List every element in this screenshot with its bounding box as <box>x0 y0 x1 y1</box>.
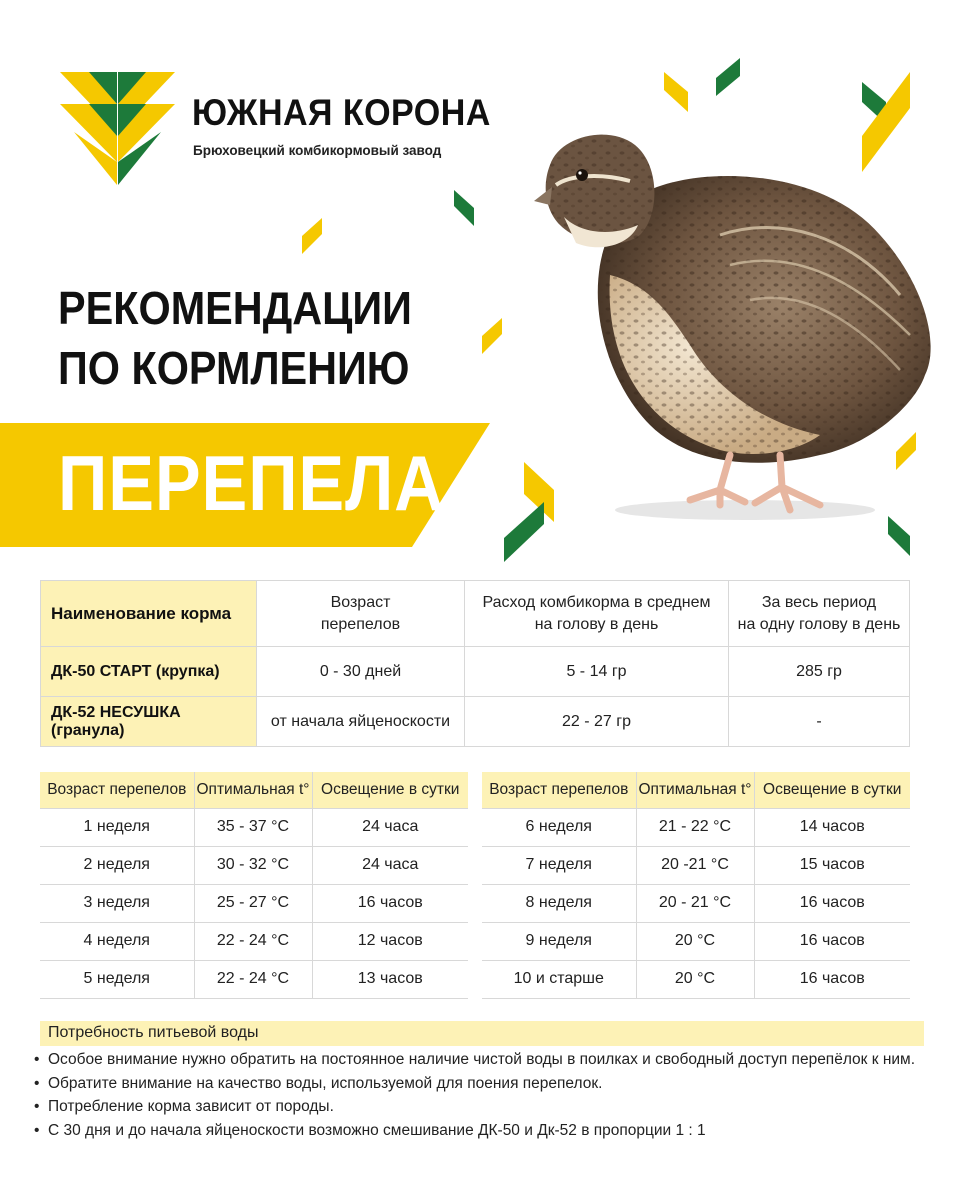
temp-table-header <box>482 772 910 808</box>
page-title <box>58 278 412 398</box>
feed-total: 285 гр <box>729 647 910 697</box>
header-age <box>257 581 465 647</box>
logo-icon <box>60 70 175 185</box>
header-lighting: Освещение в сутки <box>312 772 468 808</box>
feed-name: ДК-52 НЕСУШКА (гранула) <box>41 697 257 747</box>
header-daily-line-1: Расход комбикорма в среднем <box>482 593 711 611</box>
temperature-cell: 20 °C <box>636 960 754 998</box>
header-age-line-1: Возраст <box>330 593 391 611</box>
lighting-cell: 16 часов <box>754 960 910 998</box>
list-item: • Обратите внимание на качество воды, используемой для поения перепелок. <box>34 1072 915 1096</box>
feed-name: ДК-50 СТАРТ (крупка) <box>41 647 257 697</box>
water-section-title: Потребность питьевой воды <box>48 1024 259 1041</box>
age-cell: 2 неделя <box>40 846 194 884</box>
feed-age: от начала яйценоскости <box>257 697 465 747</box>
feed-total: - <box>729 697 910 747</box>
temperature-cell: 22 - 24 °C <box>194 922 312 960</box>
title-line-2: ПО КОРМЛЕНИЮ <box>58 342 410 394</box>
temperature-cell: 30 - 32 °C <box>194 846 312 884</box>
feed-age: 0 - 30 дней <box>257 647 465 697</box>
age-cell: 6 неделя <box>482 808 636 846</box>
decor-shard-icon <box>482 318 502 354</box>
header-temperature: Оптимальная t° <box>636 772 754 808</box>
header-total-line-2: на одну голову в день <box>737 615 901 633</box>
header-lighting: Освещение в сутки <box>754 772 910 808</box>
temperature-cell: 20 - 21 °C <box>636 884 754 922</box>
age-cell: 10 и старше <box>482 960 636 998</box>
feed-table <box>40 580 910 747</box>
lighting-cell: 15 часов <box>754 846 910 884</box>
temperature-cell: 21 - 22 °C <box>636 808 754 846</box>
decor-shard-icon <box>664 72 688 112</box>
list-item: • Особое внимание нужно обратить на постоянное наличие чистой воды в поилках и свободный доступ перепёлок к ним. <box>34 1048 915 1072</box>
header-feed-name: Наименование корма <box>41 581 257 647</box>
temperature-cell: 20 °C <box>636 922 754 960</box>
temp-table-right <box>482 772 910 999</box>
temperature-cell: 35 - 37 °C <box>194 808 312 846</box>
table-row <box>40 808 468 846</box>
age-cell: 5 неделя <box>40 960 194 998</box>
quail-image <box>520 125 945 525</box>
age-cell: 3 неделя <box>40 884 194 922</box>
lighting-cell: 24 часа <box>312 846 468 884</box>
list-item: • Потребление корма зависит от породы. <box>34 1095 915 1119</box>
table-row <box>482 922 910 960</box>
feed-daily: 5 - 14 гр <box>465 647 729 697</box>
table-row <box>40 960 468 998</box>
brand-name: ЮЖНАЯ КОРОНА <box>192 92 491 133</box>
feed-table-header <box>41 581 910 647</box>
temperature-cell: 25 - 27 °C <box>194 884 312 922</box>
water-notes-list <box>34 1048 915 1142</box>
header-total-period <box>729 581 910 647</box>
banner-title: ПЕРЕПЕЛА <box>58 439 445 527</box>
age-cell: 1 неделя <box>40 808 194 846</box>
brand-subtitle: Брюховецкий комбикормовый завод <box>193 143 442 158</box>
header-temperature: Оптимальная t° <box>194 772 312 808</box>
temperature-cell: 20 -21 °C <box>636 846 754 884</box>
feed-daily: 22 - 27 гр <box>465 697 729 747</box>
lighting-cell: 24 часа <box>312 808 468 846</box>
lighting-cell: 13 часов <box>312 960 468 998</box>
table-row <box>482 884 910 922</box>
table-row <box>482 960 910 998</box>
lighting-cell: 16 часов <box>754 884 910 922</box>
age-cell: 8 неделя <box>482 884 636 922</box>
lighting-cell: 12 часов <box>312 922 468 960</box>
lighting-cell: 16 часов <box>754 922 910 960</box>
age-cell: 7 неделя <box>482 846 636 884</box>
decor-shard-icon <box>716 58 740 96</box>
table-row <box>482 808 910 846</box>
decor-shard-icon <box>302 218 322 254</box>
table-row <box>40 846 468 884</box>
title-line-1: РЕКОМЕНДАЦИИ <box>58 282 412 334</box>
temp-table-left <box>40 772 468 999</box>
lighting-cell: 14 часов <box>754 808 910 846</box>
temperature-cell: 22 - 24 °C <box>194 960 312 998</box>
table-row <box>40 922 468 960</box>
lighting-cell: 16 часов <box>312 884 468 922</box>
temp-table-header <box>40 772 468 808</box>
list-item: • С 30 дня и до начала яйценоскости возможно смешивание ДК-50 и Дк-52 в пропорции 1 : 1 <box>34 1119 915 1143</box>
table-row <box>40 884 468 922</box>
age-cell: 9 неделя <box>482 922 636 960</box>
header-age: Возраст перепелов <box>482 772 636 808</box>
header-age-line-2: перепелов <box>320 615 401 633</box>
decor-shard-icon <box>454 190 474 226</box>
header-total-line-1: За весь период <box>761 593 877 611</box>
table-row <box>41 697 910 747</box>
table-row <box>482 846 910 884</box>
header-age: Возраст перепелов <box>40 772 194 808</box>
table-row <box>41 647 910 697</box>
age-cell: 4 неделя <box>40 922 194 960</box>
header-daily-line-2: на голову в день <box>534 615 659 633</box>
header-daily-consumption <box>465 581 729 647</box>
